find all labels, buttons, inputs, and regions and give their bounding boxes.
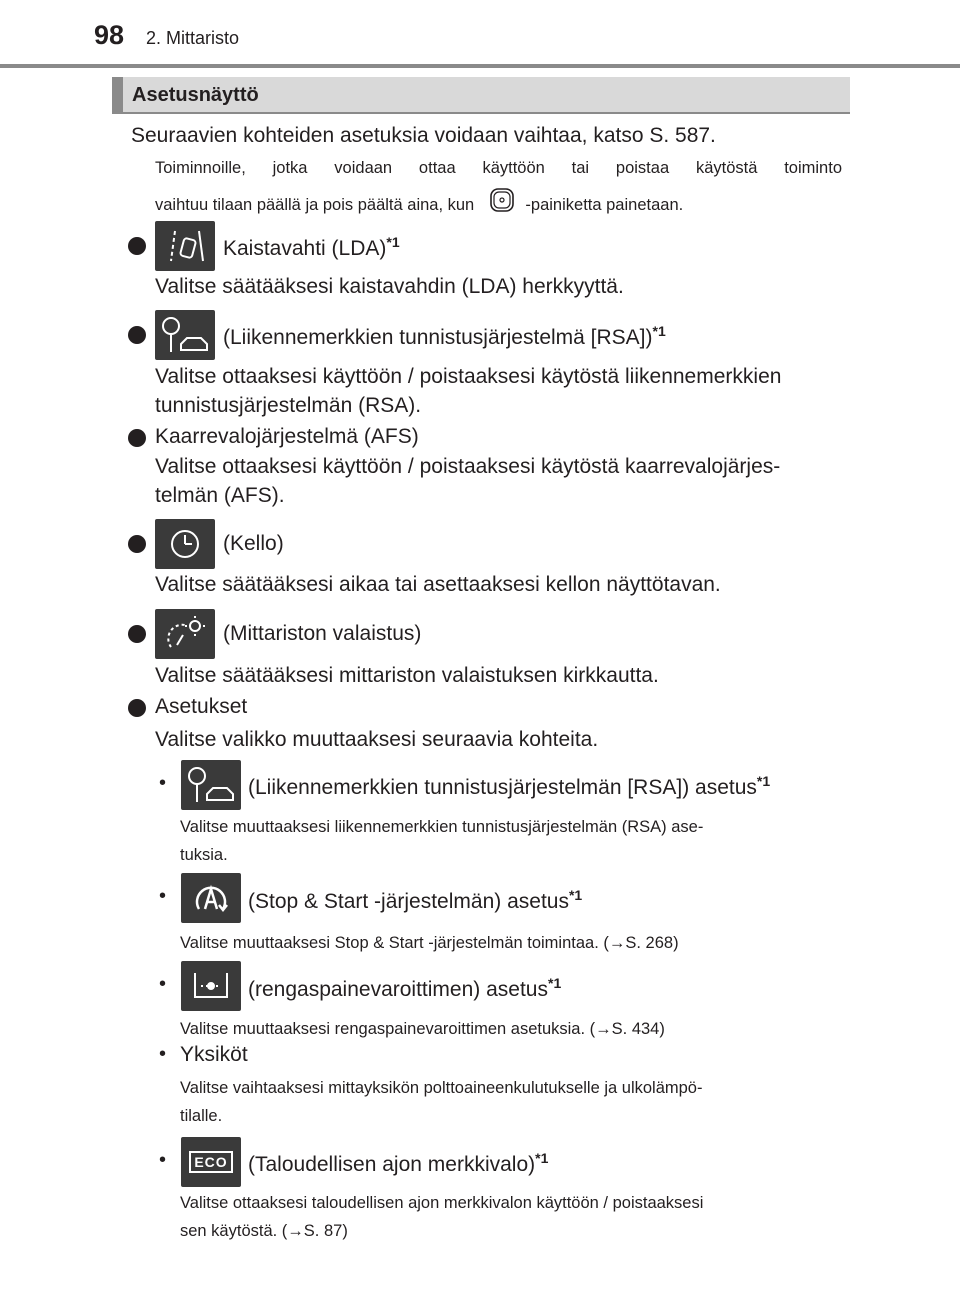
tire-pressure-icon [181, 961, 241, 1011]
eco-icon-text: ECO [189, 1151, 232, 1173]
sub-rsa-label: (Liikennemerkkien tunnistusjärjestelmän [RSA]) asetus [248, 776, 757, 799]
item-settings-desc: Valitse valikko muuttaaksesi seuraavia kohteita. [155, 728, 599, 751]
sub-bullet-tire: • [159, 973, 167, 995]
item-lighting-desc: Valitse säätääksesi mittariston valaistuksen kirkkautta. [155, 664, 659, 687]
bullet-rsa [128, 326, 146, 344]
intro-note-text-a: vaihtuu tilaan päällä ja pois päältä aina, kun [155, 195, 475, 214]
sub-eco [248, 1150, 548, 1177]
sub-eco-desc2: sen käytöstä. (→S. 87) [180, 1222, 348, 1240]
bullet-lda [128, 237, 146, 255]
sub-stop-start [248, 887, 582, 914]
item-lda [223, 234, 400, 261]
sub-rsa-desc1: Valitse muuttaaksesi liikennemerkkien tunnistusjärjestelmän (RSA) ase- [180, 818, 704, 836]
item-settings-label: Asetukset [155, 695, 248, 718]
item-rsa-desc2: tunnistusjärjestelmän (RSA). [155, 394, 422, 417]
bullet-clock [128, 535, 146, 553]
meter-brightness-icon [155, 609, 215, 659]
section-rule [112, 112, 850, 114]
item-clock-desc: Valitse säätääksesi aikaa tai asettaaksesi kellon näyttötavan. [155, 573, 721, 596]
sub-tire-desc: Valitse muuttaaksesi rengaspainevaroittimen asetuksia. (→S. 434) [180, 1020, 665, 1038]
item-lda-label: Kaistavahti (LDA) [223, 237, 387, 260]
sub-rsa-desc2: tuksia. [180, 846, 228, 864]
road-sign-icon [181, 760, 241, 810]
sub-units-desc1: Valitse vaihtaaksesi mittayksikön polttoaineenkulutukselle ja ulkolämpö- [180, 1079, 703, 1097]
item-lighting-label: (Mittariston valaistus) [223, 622, 422, 645]
sub-eco-desc1: Valitse ottaaksesi taloudellisen ajon merkkivalon käyttöön / poistaaksesi [180, 1194, 704, 1212]
item-afs-desc1: Valitse ottaaksesi käyttöön / poistaaksesi käytöstä kaarrevalojärjes- [155, 455, 781, 478]
item-clock-label: (Kello) [223, 532, 284, 555]
bullet-afs [128, 429, 146, 447]
section-accent [112, 77, 123, 112]
item-rsa-sup: *1 [652, 323, 666, 339]
intro-note-line2 [155, 187, 683, 224]
clock-icon [155, 519, 215, 569]
road-sign-icon [155, 310, 215, 360]
item-lda-desc: Valitse säätääksesi kaistavahdin (LDA) herkkyyttä. [155, 275, 624, 298]
item-rsa-label: (Liikennemerkkien tunnistusjärjestelmä [RSA]) [223, 326, 653, 349]
item-rsa [223, 323, 666, 350]
intro-note-text-b: -painiketta painetaan. [525, 195, 684, 214]
sub-bullet-eco: • [159, 1149, 167, 1171]
sub-stop-start-sup: *1 [568, 887, 583, 903]
sub-tire-label: (rengaspainevaroittimen) asetus [248, 978, 548, 1001]
sub-bullet-stop-start: • [159, 885, 167, 907]
sub-stop-start-label: (Stop & Start -järjestelmän) asetus [248, 890, 569, 913]
lane-departure-icon [155, 221, 215, 271]
sub-tire-sup: *1 [548, 975, 562, 991]
bullet-lighting [128, 625, 146, 643]
intro-note-line1: Toiminnoille, jotka voidaan ottaa käyttöön tai poistaa käytöstä toiminto [155, 159, 842, 177]
sub-eco-sup: *1 [535, 1150, 549, 1166]
sub-bullet-rsa: • [159, 772, 167, 794]
page-number: 98 [94, 20, 125, 50]
sub-tire [248, 975, 561, 1002]
sub-rsa-sup: *1 [756, 773, 771, 789]
display-button-icon [489, 187, 515, 224]
chapter-title: 2. Mittaristo [146, 28, 240, 48]
sub-units-desc2: tilalle. [180, 1107, 223, 1125]
eco-indicator-icon [181, 1137, 241, 1187]
sub-rsa [248, 773, 770, 800]
section-title: Asetusnäyttö [132, 84, 259, 106]
sub-units-label: Yksiköt [180, 1043, 248, 1066]
item-afs-label: Kaarrevalojärjestelmä (AFS) [155, 425, 419, 448]
sub-stop-start-desc: Valitse muuttaaksesi Stop & Start -järjestelmän toimintaa. (→S. 268) [180, 934, 679, 952]
stop-start-icon [181, 873, 241, 923]
item-rsa-desc1: Valitse ottaaksesi käyttöön / poistaaksesi käytöstä liikennemerkkien [155, 365, 782, 388]
bullet-settings [128, 699, 146, 717]
sub-bullet-units: • [159, 1043, 167, 1065]
item-afs-desc2: telmän (AFS). [155, 484, 285, 507]
sub-eco-label: (Taloudellisen ajon merkkivalo) [248, 1153, 536, 1176]
intro-text: Seuraavien kohteiden asetuksia voidaan vaihtaa, katso S. 587. [131, 124, 716, 147]
item-lda-sup: *1 [386, 234, 400, 250]
header-rule [0, 64, 960, 68]
